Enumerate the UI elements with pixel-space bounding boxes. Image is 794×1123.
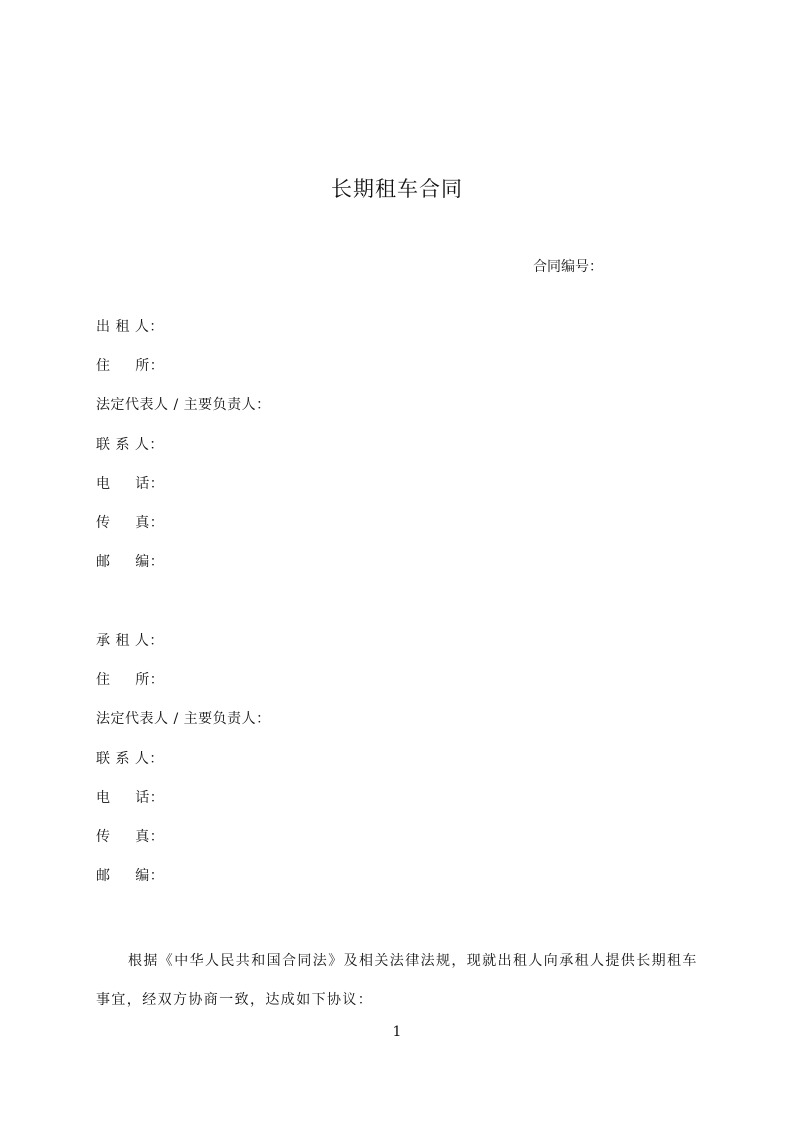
contract-number-label: 合同编号： (533, 259, 603, 275)
page-number: 1 (392, 1024, 402, 1040)
lessee-contact-label: 联 系 人： (96, 750, 164, 767)
lessor-contact-label: 联 系 人： (96, 436, 164, 453)
lessor-address-label: 住 所： (96, 358, 165, 375)
lessee-address-label: 住 所： (96, 672, 165, 689)
lessor-representative-label: 法定代表人 / 主要负责人： (96, 397, 271, 414)
lessee-section (96, 631, 271, 905)
document-title: 长期租车合同 (331, 177, 463, 201)
lessee-name-label: 承 租 人： (96, 633, 164, 649)
lessor-name-label: 出 租 人： (96, 319, 164, 335)
lessor-phone-label: 电 话： (96, 475, 165, 492)
preamble-paragraph: 根据《中华人民共和国合同法》及相关法律法规，现就出租人向承租人提供长期租车事宜，经双方协商一致，达成如下协议： (96, 953, 698, 1008)
lessee-representative-label: 法定代表人 / 主要负责人： (96, 711, 271, 728)
lessor-section (96, 317, 271, 591)
lessee-postcode-label: 邮 编： (96, 868, 165, 885)
lessee-phone-label: 电 话： (96, 789, 165, 806)
lessor-fax-label: 传 真： (96, 514, 165, 531)
lessee-fax-label: 传 真： (96, 828, 165, 845)
lessor-postcode-label: 邮 编： (96, 554, 165, 571)
